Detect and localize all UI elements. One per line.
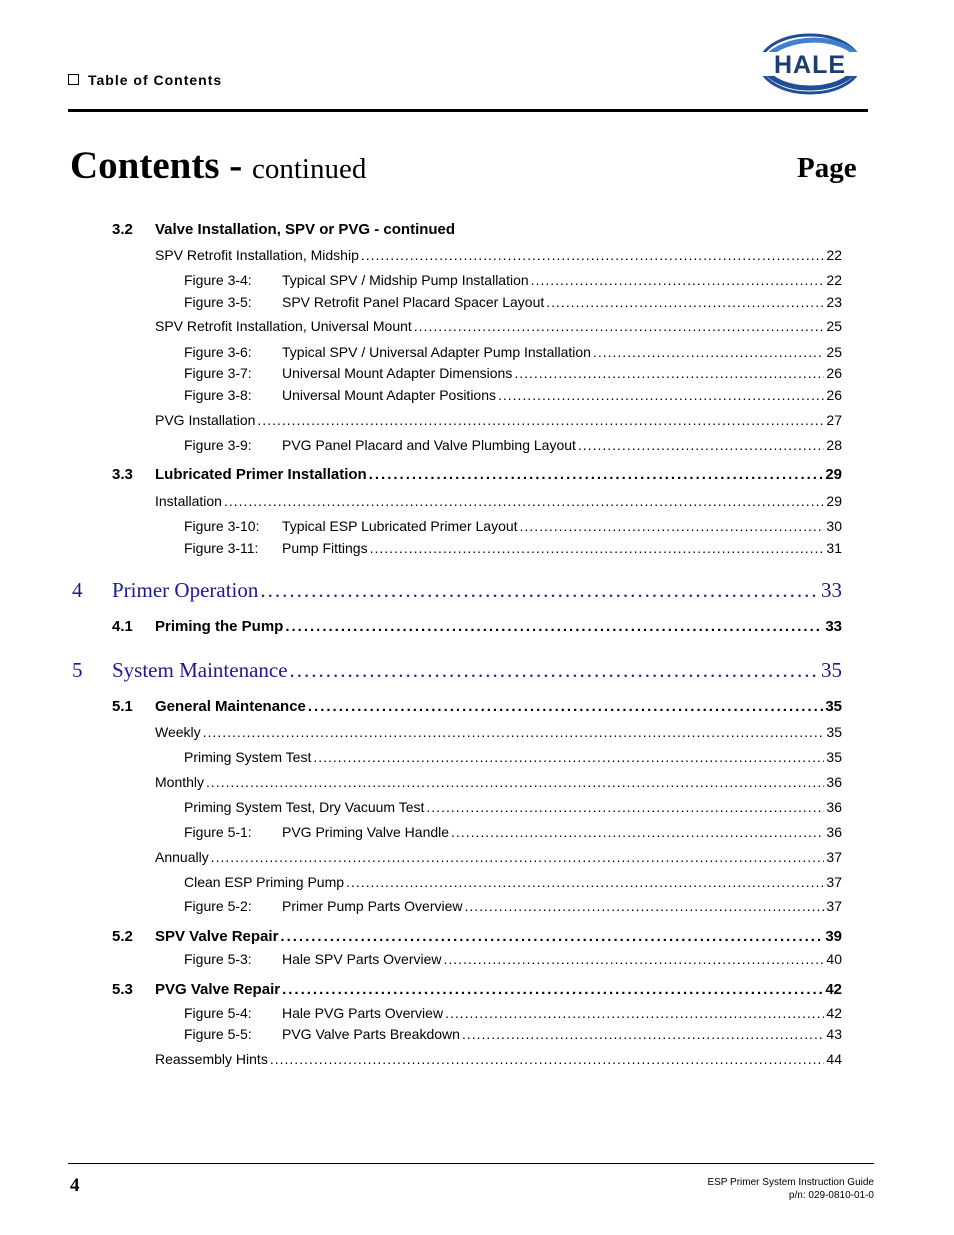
toc-entry-title: Priming the Pump — [155, 618, 284, 635]
toc-entry-number: Figure 5-5: — [184, 1026, 252, 1042]
toc-entry-title: Hale SPV Parts Overview — [282, 951, 442, 967]
page-title-main: Contents - — [70, 144, 243, 187]
toc-entry-page: 23 — [826, 294, 842, 310]
toc-entry-sec[interactable] — [112, 618, 842, 635]
dot-leader — [313, 749, 824, 765]
dot-leader — [445, 1005, 824, 1021]
toc-entry-page: 40 — [826, 951, 842, 967]
toc-entry-fig[interactable] — [184, 294, 842, 310]
toc-entry-title: System Maintenance — [112, 658, 288, 682]
toc-entry-number: 5.2 — [112, 928, 133, 945]
toc-entry-number: 3.3 — [112, 466, 133, 483]
dot-leader — [578, 437, 825, 453]
dot-leader — [593, 344, 824, 360]
toc-entry-page: 25 — [826, 318, 842, 334]
toc-entry-title: Pump Fittings — [282, 540, 368, 556]
toc-entry-page: 27 — [826, 412, 842, 428]
toc-entry-sub[interactable] — [155, 724, 842, 740]
toc-entry-number: Figure 3-6: — [184, 344, 252, 360]
page-title — [70, 142, 366, 193]
toc-entry-number: 3.2 — [112, 221, 133, 238]
toc-entry-number: Figure 5-2: — [184, 898, 252, 914]
toc-entry-page: 39 — [825, 928, 842, 945]
footer-doc-title: ESP Primer System Instruction Guide — [707, 1177, 874, 1188]
toc-entry-number: Figure 3-10: — [184, 518, 260, 534]
toc-entry-fig[interactable] — [184, 824, 842, 840]
toc-entry-page: 33 — [825, 618, 842, 635]
dot-leader — [361, 247, 825, 263]
dot-leader — [520, 518, 825, 534]
toc-entry-page: 37 — [826, 874, 842, 890]
header-rule — [68, 109, 868, 112]
toc-entry-sub[interactable] — [155, 318, 842, 334]
toc-entry-number: Figure 3-5: — [184, 294, 252, 310]
dot-leader — [260, 578, 819, 603]
dot-leader — [257, 412, 824, 428]
toc-entry-sec[interactable] — [112, 698, 842, 715]
hale-logo — [754, 28, 866, 100]
toc-entry-ch[interactable] — [72, 658, 842, 683]
dot-leader — [206, 774, 824, 790]
dot-leader — [370, 540, 825, 556]
toc-entry-page: 36 — [826, 774, 842, 790]
toc-entry-title: Lubricated Primer Installation — [155, 466, 367, 483]
toc-entry-page: 44 — [826, 1051, 842, 1067]
toc-entry-page: 42 — [826, 1005, 842, 1021]
toc-entry-page: 29 — [825, 466, 842, 483]
dot-leader — [282, 981, 823, 998]
footer-page-number: 4 — [70, 1175, 80, 1196]
toc-entry-number: Figure 3-8: — [184, 387, 252, 403]
toc-entry-title: SPV Valve Repair — [155, 928, 279, 945]
toc-entry-title: SPV Retrofit Installation, Midship — [155, 247, 359, 263]
dot-leader — [285, 618, 823, 635]
dot-leader — [546, 294, 824, 310]
toc-entry-title: PVG Panel Placard and Valve Plumbing Layout — [282, 437, 576, 453]
toc-entry-number: Figure 3-9: — [184, 437, 252, 453]
toc-entry-number: 5.3 — [112, 981, 133, 998]
toc-entry-page: 42 — [825, 981, 842, 998]
toc-entry-page: 28 — [826, 437, 842, 453]
toc-entry-title: Typical SPV / Universal Adapter Pump Installation — [282, 344, 591, 360]
toc-entry-sub[interactable] — [155, 774, 842, 790]
toc-entry-fig[interactable] — [184, 1005, 842, 1021]
toc-entry-title: PVG Installation — [155, 412, 256, 428]
toc-entry-page: 26 — [826, 387, 842, 403]
toc-entry-title: Clean ESP Priming Pump — [184, 874, 345, 890]
toc-entry-title: Hale PVG Parts Overview — [282, 1005, 444, 1021]
toc-entry-page: 43 — [826, 1026, 842, 1042]
toc-entry-page: 35 — [825, 698, 842, 715]
dot-leader — [464, 898, 824, 914]
dot-leader — [531, 272, 825, 288]
toc-entry-page: 31 — [826, 540, 842, 556]
running-header-label: Table of Contents — [88, 72, 223, 88]
toc-entry-number: Figure 3-4: — [184, 272, 252, 288]
toc-entry-fig[interactable] — [184, 365, 842, 381]
toc-entry-title: Priming System Test, Dry Vacuum Test — [184, 799, 425, 815]
toc-entry-page: 22 — [826, 272, 842, 288]
toc-entry-fig[interactable] — [184, 272, 842, 288]
toc-entry-page: 30 — [826, 518, 842, 534]
footer-doc-info — [707, 1176, 874, 1202]
toc-entry-number: Figure 5-4: — [184, 1005, 252, 1021]
dot-leader — [498, 387, 824, 403]
toc-entry-fig[interactable] — [184, 437, 842, 453]
toc-entry-fig[interactable] — [184, 951, 842, 967]
toc-entry-title: SPV Retrofit Installation, Universal Mount — [155, 318, 412, 334]
toc-entry-page: 37 — [826, 849, 842, 865]
toc-entry-item[interactable] — [184, 799, 842, 815]
page-title-sub: continued — [252, 153, 367, 185]
dot-leader — [308, 698, 823, 715]
dot-leader — [290, 658, 819, 683]
dot-leader — [280, 928, 823, 945]
footer-rule — [68, 1163, 874, 1164]
footer-part-number: p/n: 029-0810-01-0 — [788, 1190, 874, 1201]
dot-leader — [451, 824, 824, 840]
running-header — [68, 72, 222, 88]
dot-leader — [462, 1026, 824, 1042]
toc-entry-title: Weekly — [155, 724, 201, 740]
toc-entry-title: Monthly — [155, 774, 205, 790]
toc-entry-number: 5 — [72, 658, 83, 682]
toc-entry-page: 35 — [826, 749, 842, 765]
toc-entry-sub[interactable] — [155, 247, 842, 263]
toc-entry-page: 26 — [826, 365, 842, 381]
dot-leader — [346, 874, 824, 890]
toc-entry-sub[interactable] — [155, 412, 842, 428]
toc-entry-number: 5.1 — [112, 698, 133, 715]
page-column-heading: Page — [797, 152, 857, 184]
toc-entry-number: Figure 5-1: — [184, 824, 252, 840]
toc-entry-title: Annually — [155, 849, 209, 865]
toc-entry-title: General Maintenance — [155, 698, 306, 715]
toc-entry-title: Typical SPV / Midship Pump Installation — [282, 272, 529, 288]
toc-entry-sub[interactable] — [155, 1051, 842, 1067]
toc-entry-title: Universal Mount Adapter Positions — [282, 387, 496, 403]
toc-entry-number: Figure 5-3: — [184, 951, 252, 967]
toc-entry-sub[interactable] — [155, 849, 842, 865]
dot-leader — [211, 849, 825, 865]
toc-entry-title: Primer Operation — [112, 578, 259, 602]
toc-entry-title: PVG Priming Valve Handle — [282, 824, 450, 840]
toc-entry-sec[interactable] — [112, 466, 842, 483]
dot-leader — [414, 318, 825, 334]
toc-entry-title: PVG Valve Repair — [155, 981, 281, 998]
toc-entry-sec[interactable] — [112, 221, 842, 238]
toc-entry-number: 4.1 — [112, 618, 133, 635]
dot-leader — [270, 1051, 825, 1067]
toc-entry-fig[interactable] — [184, 540, 842, 556]
toc-entry-item[interactable] — [184, 874, 842, 890]
toc-entry-number: Figure 3-7: — [184, 365, 252, 381]
toc-entry-page: 25 — [826, 344, 842, 360]
toc-entry-title: Universal Mount Adapter Dimensions — [282, 365, 513, 381]
svg-text:HALE: HALE — [773, 51, 847, 79]
toc-entry-page: 33 — [821, 578, 842, 602]
toc-entry-title: Installation — [155, 493, 222, 509]
toc-entry-page: 35 — [826, 724, 842, 740]
dot-leader — [514, 365, 824, 381]
toc-entry-title: Priming System Test — [184, 749, 312, 765]
toc-entry-sec[interactable] — [112, 981, 842, 998]
toc-entry-page: 36 — [826, 824, 842, 840]
dot-leader — [444, 951, 825, 967]
toc-entry-page: 22 — [826, 247, 842, 263]
toc-entry-title: Primer Pump Parts Overview — [282, 898, 463, 914]
toc-entry-title: SPV Retrofit Panel Placard Spacer Layout — [282, 294, 545, 310]
toc-entry-title: Typical ESP Lubricated Primer Layout — [282, 518, 518, 534]
dot-leader — [203, 724, 825, 740]
toc-entry-fig[interactable] — [184, 1026, 842, 1042]
toc-entry-fig[interactable] — [184, 344, 842, 360]
toc-entry-page: 29 — [826, 493, 842, 509]
toc-entry-page: 35 — [821, 658, 842, 682]
toc-entry-sec[interactable] — [112, 928, 842, 945]
toc-entry-title: Valve Installation, SPV or PVG - continued — [155, 221, 456, 238]
checkbox-bullet-icon — [68, 74, 79, 85]
toc-entry-fig[interactable] — [184, 387, 842, 403]
toc-entry-title: PVG Valve Parts Breakdown — [282, 1026, 460, 1042]
toc-entry-item[interactable] — [184, 749, 842, 765]
toc-entry-sub[interactable] — [155, 493, 842, 509]
dot-leader — [224, 493, 824, 509]
toc-entry-number: 4 — [72, 578, 83, 602]
toc-entry-page: 37 — [826, 898, 842, 914]
toc-entry-title: Reassembly Hints — [155, 1051, 268, 1067]
toc-entry-fig[interactable] — [184, 898, 842, 914]
dot-leader — [369, 466, 824, 483]
toc-entry-fig[interactable] — [184, 518, 842, 534]
toc-entry-ch[interactable] — [72, 578, 842, 603]
toc-entry-page: 36 — [826, 799, 842, 815]
dot-leader — [426, 799, 824, 815]
toc-entry-number: Figure 3-11: — [184, 540, 259, 556]
